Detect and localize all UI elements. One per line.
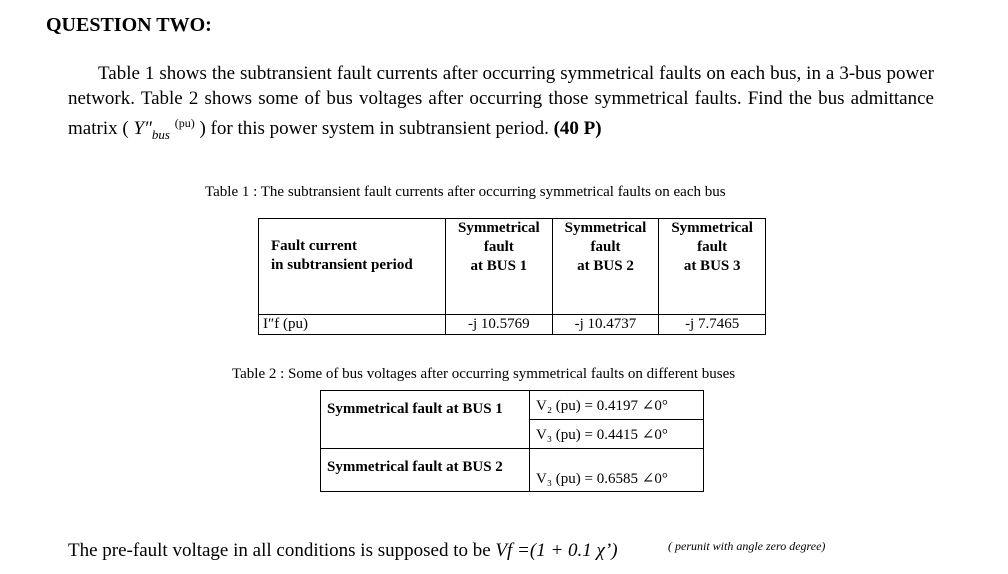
ybus-symbol: $Y''_{bus}$ [133, 118, 170, 142]
prefault-voltage-statement: The pre-fault voltage in all conditions is supposed to be Vf =(1 + 0.1 χ’) [68, 540, 618, 561]
header-bus1: Symmetrical fault at BUS 1 [446, 219, 553, 315]
voltage-v3-bus2: V₃ (pu) = 0.6585 ∠0° [530, 449, 704, 492]
row-label: I″f (pu) [259, 315, 446, 335]
header-bus3: Symmetrical fault at BUS 3 [659, 219, 766, 315]
prefault-formula: Vf =(1 + 0.1 χ’) [495, 540, 618, 561]
value-bus1: -j 10.5769 [446, 315, 553, 335]
perunit-note: ( perunit with angle zero degree) [668, 539, 826, 553]
fault-current-table [258, 218, 766, 335]
paragraph-text-1: Table 1 shows the subtransient fault currents after occurring symmetrical faults on each bus, in a 3-bus power network. Table 2 shows some of bus voltages after occurring those symmetrical faults. Find the bus admittance matrix ( [68, 63, 934, 139]
table-header-row [259, 219, 766, 315]
table1-caption: Table 1 : The subtransient fault currents after occurring symmetrical faults on each bus [205, 184, 726, 200]
bus-voltage-table [320, 390, 704, 492]
header-label-cell: Fault current in subtransient period [259, 219, 446, 315]
table-row [321, 449, 704, 492]
header-bus2: Symmetrical fault at BUS 2 [552, 219, 659, 315]
row-label-bus2: Symmetrical fault at BUS 2 [321, 449, 530, 492]
ybus-superscript: (pu) [174, 116, 195, 130]
question-paragraph [68, 61, 934, 147]
row-label-bus1: Symmetrical fault at BUS 1 [321, 391, 530, 449]
points-label: (40 P) [553, 118, 602, 139]
question-heading: QUESTION TWO: [46, 14, 212, 36]
table-row [321, 391, 704, 420]
table-row [259, 315, 766, 335]
value-bus3: -j 7.7465 [659, 315, 766, 335]
paragraph-text-2: ) for this power system in subtransient period. [199, 118, 549, 139]
value-bus2: -j 10.4737 [552, 315, 659, 335]
table2-caption: Table 2 : Some of bus voltages after occurring symmetrical faults on different buses [232, 366, 736, 382]
voltage-v3: V₃ (pu) = 0.4415 ∠0° [530, 420, 704, 449]
voltage-v2: V₂ (pu) = 0.4197 ∠0° [530, 391, 704, 420]
